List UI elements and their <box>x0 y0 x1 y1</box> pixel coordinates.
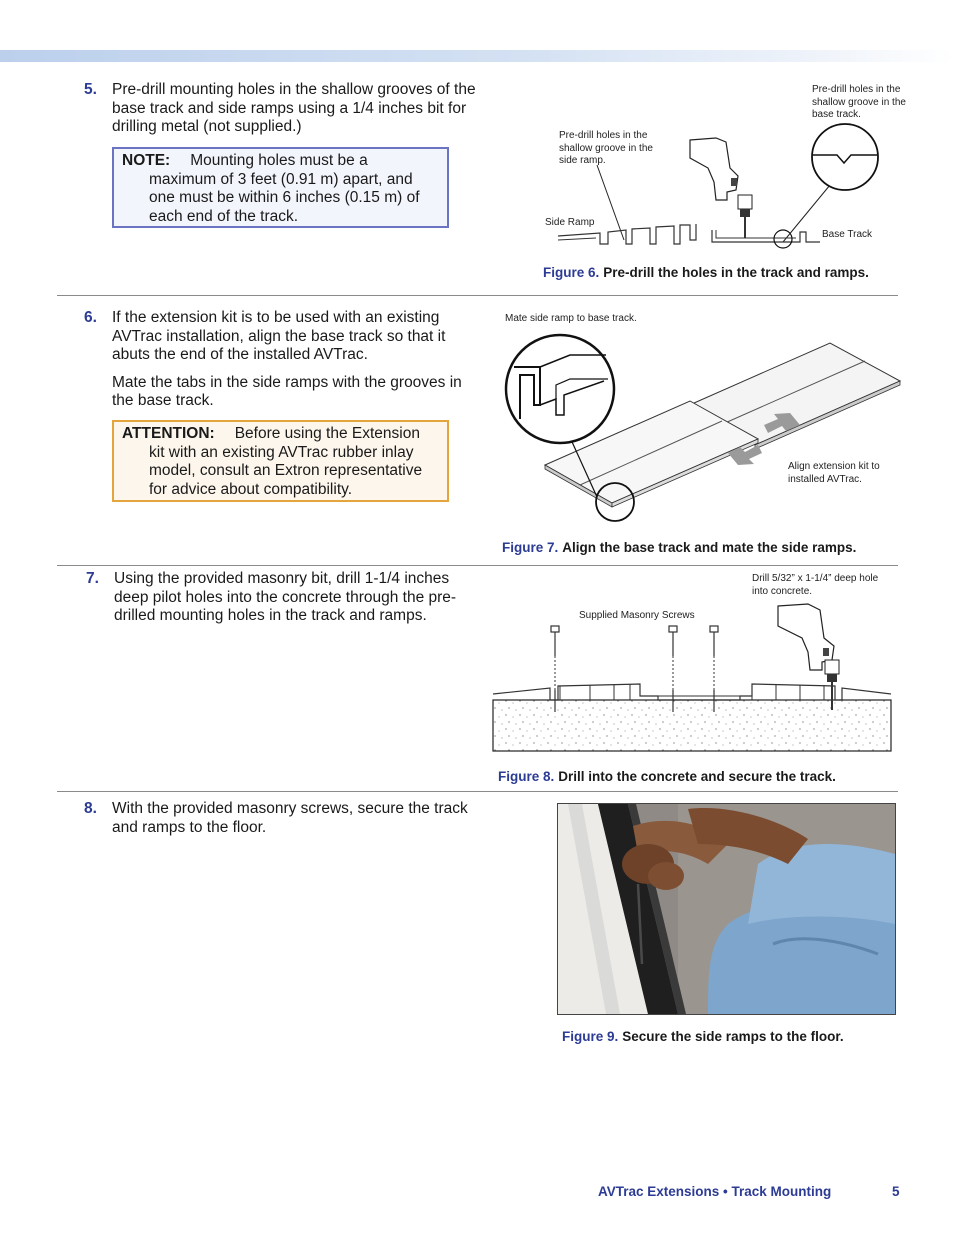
step-text-2: Mate the tabs in the side ramps with the grooves in the base track. <box>112 373 462 409</box>
section-divider <box>57 565 898 566</box>
step-text: With the provided masonry screws, secure the track and ramps to the floor. <box>112 800 468 836</box>
label-mate: Mate side ramp to base track. <box>505 313 637 324</box>
fig8-drawing <box>490 600 895 755</box>
figure-6-caption <box>543 265 869 280</box>
fig6-drawing <box>540 120 900 250</box>
figure-number: Figure 7. <box>502 540 559 555</box>
label-base-track: Base Track <box>822 229 873 240</box>
note-text: Mounting holes must be a maximum of 3 feet (0.91 m) apart, and one must be within 6 inches (0.15 m) of each end of the track. <box>149 152 420 225</box>
label-side-ramp: Side Ramp <box>545 217 595 228</box>
footer-title: AVTrac Extensions • Track Mounting <box>598 1184 832 1199</box>
figure-number: Figure 8. <box>498 769 555 784</box>
figure-8-caption <box>498 769 836 784</box>
step-text: Pre-drill mounting holes in the shallow grooves of the base track and side ramps using a 1/4 inches bit for drilling metal (not supplied.) <box>112 81 476 135</box>
caption-text: Align the base track and mate the side ramps. <box>562 540 857 555</box>
section-divider <box>57 791 898 792</box>
attention-label: ATTENTION: <box>122 425 215 442</box>
fig7-drawing <box>500 325 910 530</box>
attention-box <box>112 420 449 502</box>
figure-9-caption <box>562 1029 844 1044</box>
caption-text: Pre-drill the holes in the track and ramps. <box>603 265 869 280</box>
label-align: Align extension kit to installed AVTrac. <box>788 461 880 485</box>
caption-text: Drill into the concrete and secure the track. <box>558 769 836 784</box>
note-label: NOTE: <box>122 152 171 169</box>
note-box <box>112 147 449 228</box>
attention-text: Before using the Extension kit with an existing AVTrac rubber inlay model, consult an Extron representative for advice about compatibility. <box>149 425 423 498</box>
label-side-groove: Pre-drill holes in the shallow groove in the side ramp. <box>559 130 653 166</box>
caption-text: Secure the side ramps to the floor. <box>622 1029 844 1044</box>
figure-number: Figure 9. <box>562 1029 619 1044</box>
label-screws: Supplied Masonry Screws <box>579 610 695 621</box>
label-drill: Drill 5/32” x 1-1/4” deep hole into concrete. <box>752 573 879 597</box>
photo-illustration <box>558 804 895 1014</box>
step-number: 5. <box>84 81 97 98</box>
figure-7-caption <box>502 540 856 555</box>
step-number: 6. <box>84 309 97 326</box>
step-text: If the extension kit is to be used with an existing AVTrac installation, align the base track so that it abuts the end of the installed AVTrac. <box>112 309 446 363</box>
step-number: 8. <box>84 800 97 817</box>
section-divider <box>57 295 898 296</box>
figure-9-photo <box>557 803 896 1015</box>
step-text: Using the provided masonry bit, drill 1-1/4 inches deep pilot holes into the concrete through the pre-drilled mounting holes in the track and ramps. <box>114 570 457 624</box>
page-number: 5 <box>892 1184 900 1199</box>
header-gradient-bar <box>0 50 954 62</box>
figure-number: Figure 6. <box>543 265 600 280</box>
step-number: 7. <box>86 570 99 587</box>
label-base-groove: Pre-drill holes in the shallow groove in the base track. <box>812 84 906 120</box>
